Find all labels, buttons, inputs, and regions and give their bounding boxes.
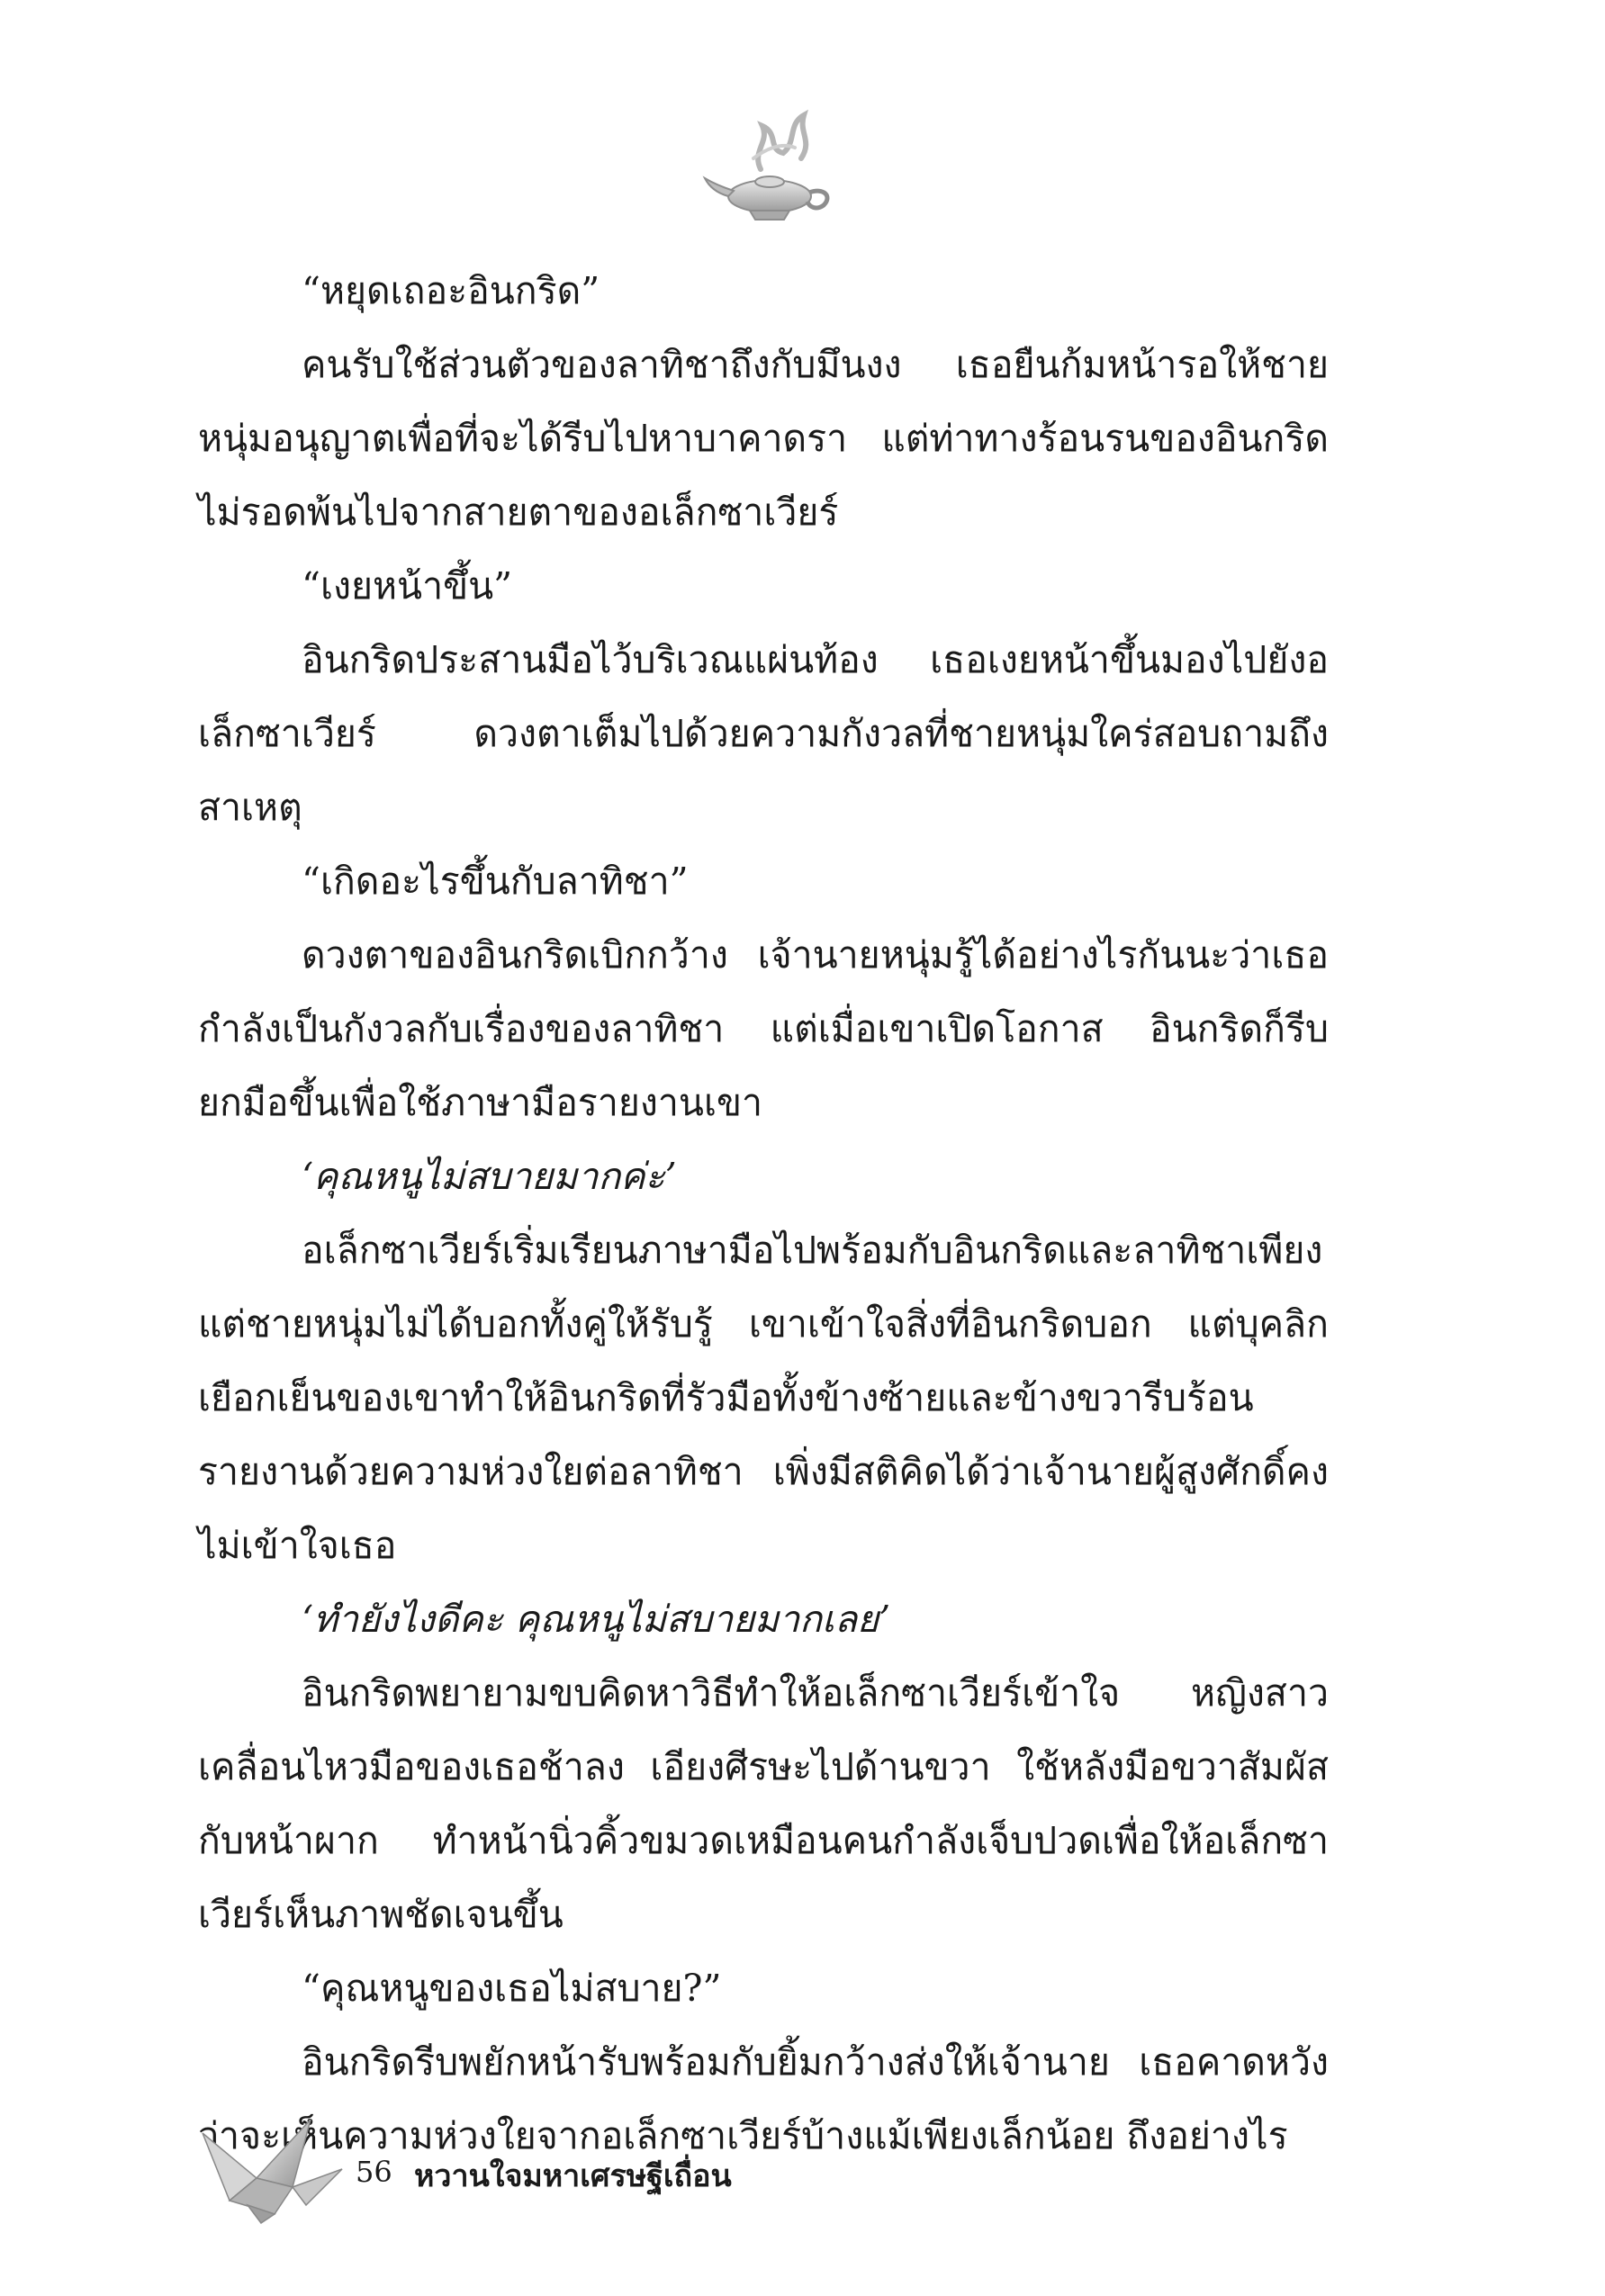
paper-crane-icon [194,2115,347,2228]
paragraph: อเล็กซาเวียร์เริ่มเรียนภาษามือไปพร้อมกับอินกริดและลาทิชาเพียงแต่ชายหนุ่มไม่ได้บอกทั้งคู่ให้รับรู้ เขาเข้าใจสิ่งที่อินกริดบอก แต่บุคลิกเยือกเย็นของเขาทำให้อินกริดที่รัวมือทั้งข้างซ้ายและข้างขวารีบร้อนรายงานด้วยความห่วงใยต่อลาทิชา เพิ่งมีสติคิดได้ว่าเจ้านายผู้สูงศักดิ์คงไม่เข้าใจเธอ [198,1229,1329,1567]
paragraph: ‘คุณหนูไม่สบายมากค่ะ’ [302,1155,677,1198]
paragraph: “คุณหนูของเธอไม่สบาย?” [302,1967,722,2010]
paragraph: อินกริดรีบพยักหน้ารับพร้อมกับยิ้มกว้างส่งให้เจ้านาย เธอคาดหวังว่าจะเห็นความห่วงใยจากอเล็กซาเวียร์บ้างแม้เพียงเล็กน้อย ถึงอย่างไร [198,2040,1329,2157]
paragraph: “เงยหน้าขึ้น” [302,564,513,608]
page-number: 56 [356,2155,392,2189]
chapter-body [198,254,1329,2173]
paragraph: ‘ทำยังไงดีคะ คุณหนูไม่สบายมากเลย’ [302,1598,891,1641]
page-footer [194,2115,914,2232]
paragraph: “เกิดอะไรขึ้นกับลาทิชา” [302,860,689,903]
book-title: หวานใจมหาเศรษฐีเถื่อน [414,2158,732,2194]
paragraph: “หยุดเถอะอินกริด” [302,269,600,312]
paragraph: คนรับใช้ส่วนตัวของลาทิชาถึงกับมึนงง เธอยืนก้มหน้ารอให้ชายหนุ่มอนุญาตเพื่อที่จะได้รีบไปหาบาคาดรา แต่ท่าทางร้อนรนของอินกริดไม่รอดพ้นไปจากสายตาของอเล็กซาเวียร์ [198,343,1329,534]
genie-lamp-icon [698,106,842,232]
paragraph: อินกริดพยายามขบคิดหาวิธีทำให้อเล็กซาเวียร์เข้าใจ หญิงสาวเคลื่อนไหวมือของเธอช้าลง เอียงศีรษะไปด้านขวา ใช้หลังมือขวาสัมผัสกับหน้าผาก ทำหน้านิ่วคิ้วขมวดเหมือนคนกำลังเจ็บปวดเพื่อให้อเล็กซาเวียร์เห็นภาพชัดเจนขึ้น [198,1671,1329,1936]
paragraph: อินกริดประสานมือไว้บริเวณแผ่นท้อง เธอเงยหน้าขึ้นมองไปยังอเล็กซาเวียร์ ดวงตาเต็มไปด้วยความกังวลที่ชายหนุ่มใคร่สอบถามถึงสาเหตุ [198,638,1329,829]
paragraph: ดวงตาของอินกริดเบิกกว้าง เจ้านายหนุ่มรู้ได้อย่างไรกันนะว่าเธอกำลังเป็นกังวลกับเรื่องของลาทิชา แต่เมื่อเขาเปิดโอกาส อินกริดก็รีบยกมือขึ้นเพื่อใช้ภาษามือรายงานเขา [198,933,1329,1124]
